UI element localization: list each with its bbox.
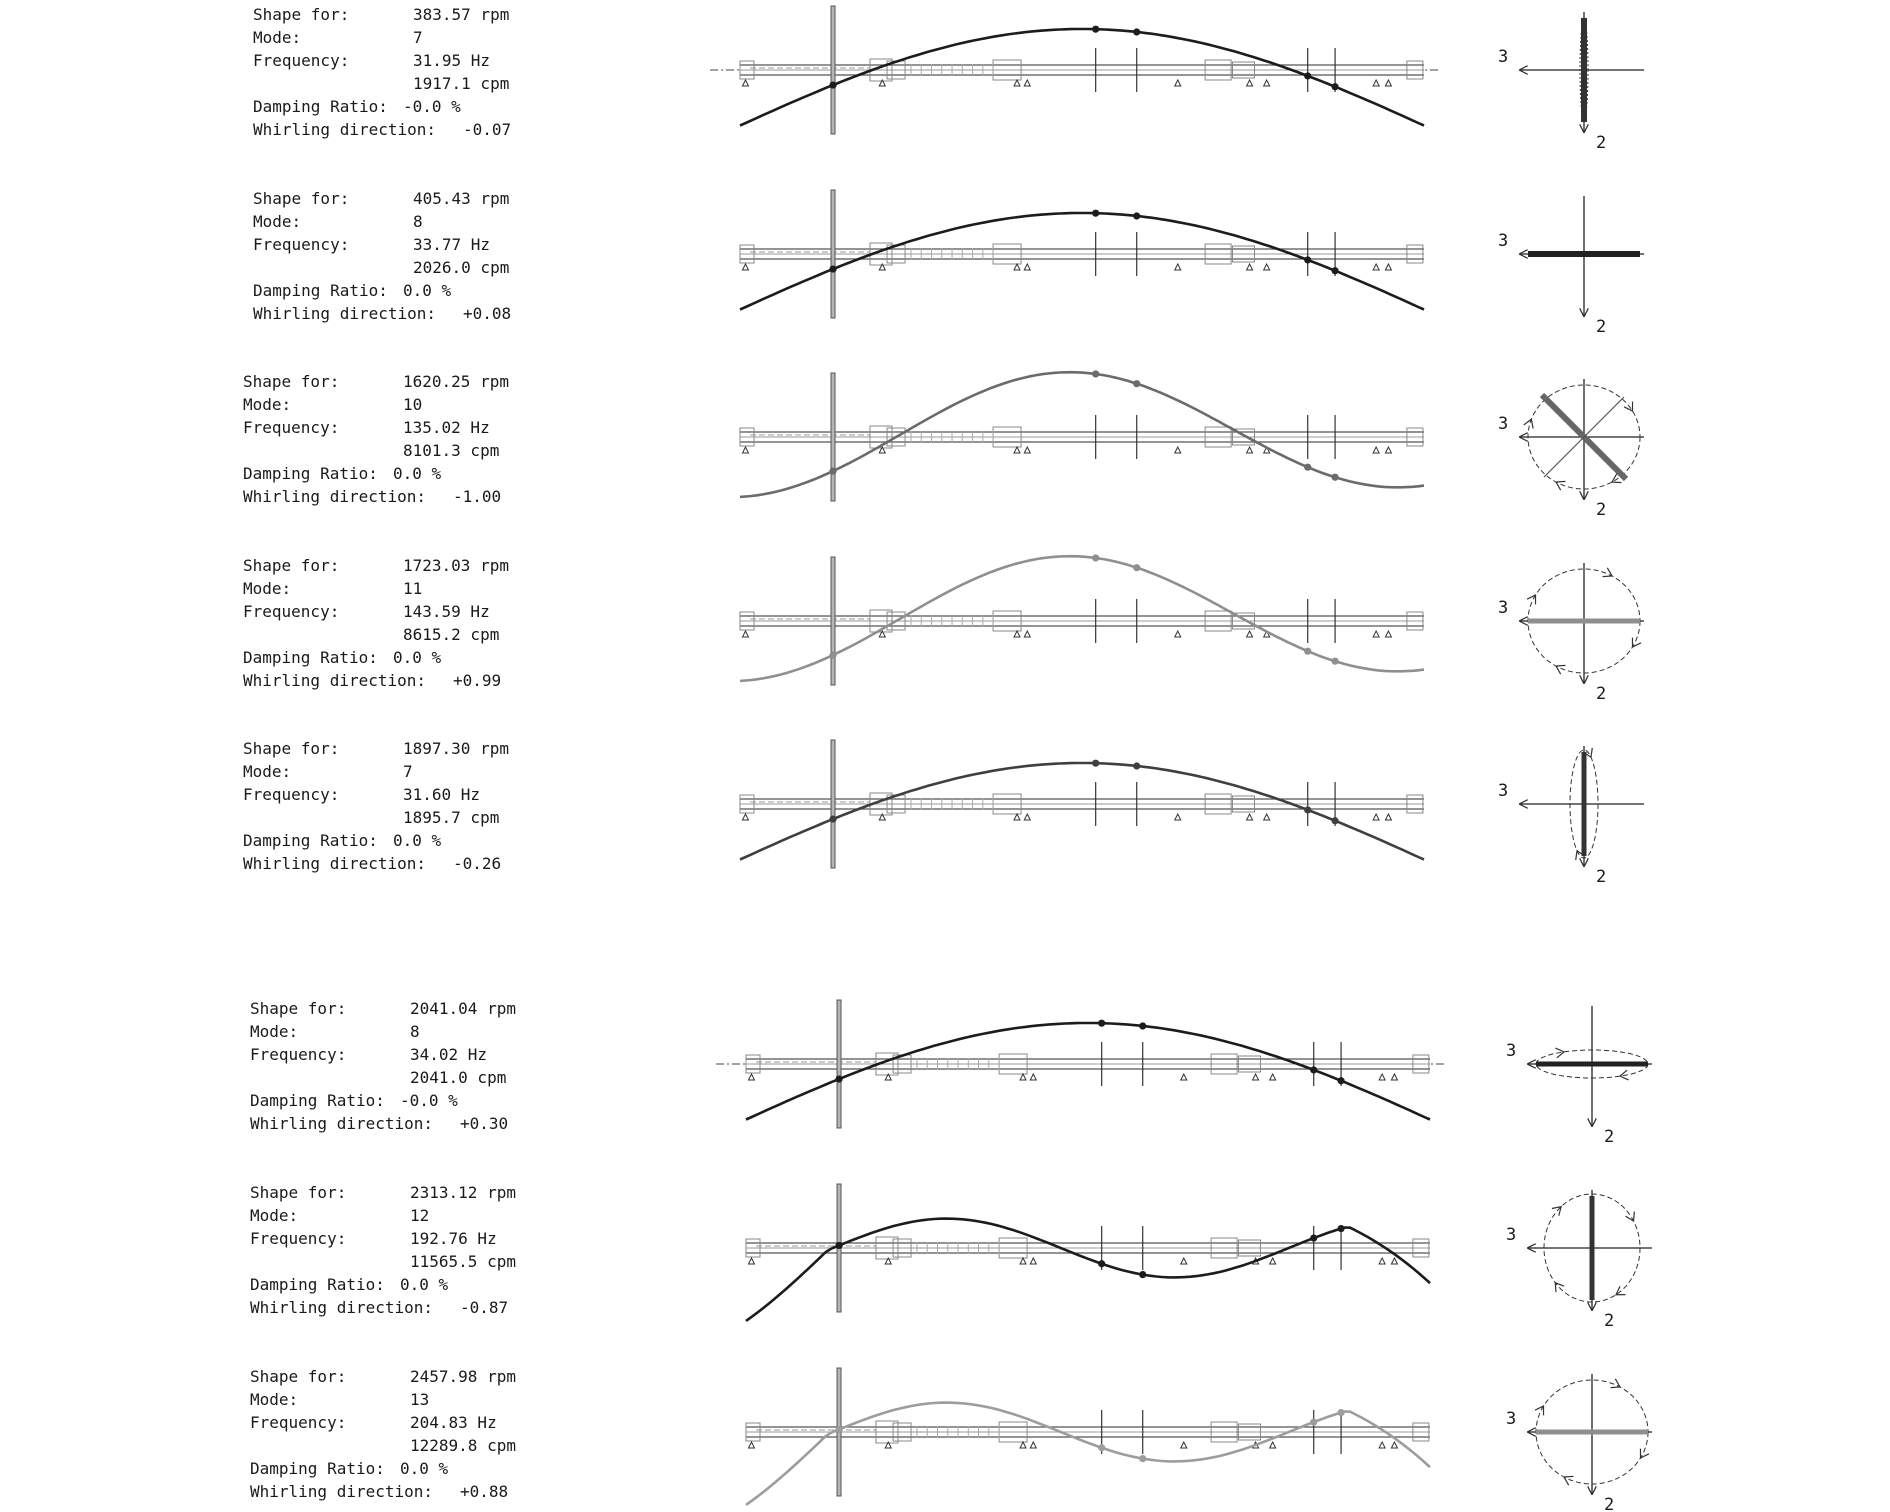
station-dot [1092, 760, 1099, 767]
mode-row [243, 739, 1644, 887]
station-dot [1098, 1260, 1105, 1267]
frequency-hz-value: 34.02 Hz [410, 1045, 488, 1064]
whirling-direction-label: Whirling direction: [253, 120, 437, 139]
orbit-axis-label-3: 3 [1506, 1225, 1517, 1245]
damping-ratio-label: Damping Ratio: [243, 831, 378, 850]
mode-row [250, 1367, 1652, 1512]
frequency-cpm-value: 8615.2 cpm [403, 625, 500, 644]
bearing-marker [1391, 1258, 1397, 1264]
mode-number-value: 8 [413, 212, 423, 231]
bearing-marker [1264, 814, 1270, 820]
damping-ratio-value: 0.0 % [393, 831, 442, 850]
frequency-cpm-value: 8101.3 cpm [403, 441, 500, 460]
whirling-direction-value: -1.00 [453, 487, 502, 506]
shape-for-label: Shape for: [243, 739, 340, 758]
frequency-hz-value: 33.77 Hz [413, 235, 491, 254]
mode-row [253, 189, 1644, 337]
station-dot [1139, 1022, 1146, 1029]
frequency-label: Frequency: [243, 602, 340, 621]
bearing-marker [1385, 631, 1391, 637]
bearing-marker [1175, 447, 1181, 453]
damping-ratio-value: 0.0 % [403, 281, 452, 300]
whirling-direction-label: Whirling direction: [250, 1114, 434, 1133]
shape-for-label: Shape for: [253, 189, 350, 208]
bearing-marker [1373, 447, 1379, 453]
orbit-axis-label-3: 3 [1498, 231, 1509, 251]
mode-shape-curve [746, 1023, 1430, 1120]
mode-label: Mode: [250, 1390, 299, 1409]
bearing-marker [1391, 1074, 1397, 1080]
orbit-axis-label-2: 2 [1596, 133, 1607, 153]
rotor-model [746, 1184, 1430, 1321]
shape-for-label: Shape for: [250, 1183, 347, 1202]
whirling-direction-label: Whirling direction: [243, 487, 427, 506]
whirling-direction-value: -0.07 [463, 120, 512, 139]
station-dot [1331, 817, 1338, 824]
whirling-direction-value: +0.88 [460, 1482, 509, 1501]
station-dot [1098, 1444, 1105, 1451]
orbit-plot [1506, 1190, 1652, 1331]
station-dot [1304, 648, 1311, 655]
disk [831, 557, 835, 685]
bearing-marker [1247, 80, 1253, 86]
mode-label: Mode: [253, 28, 302, 47]
orbit-axis-label-3: 3 [1506, 1409, 1517, 1429]
damping-ratio-value: -0.0 % [403, 97, 461, 116]
frequency-cpm-value: 1895.7 cpm [403, 808, 500, 827]
orbit-axis-label-3: 3 [1498, 598, 1509, 618]
mode-label: Mode: [250, 1206, 299, 1225]
station-dot [829, 651, 836, 658]
orbit-axis-label-2: 2 [1596, 684, 1607, 704]
station-dot [1133, 28, 1140, 35]
damping-ratio-label: Damping Ratio: [253, 97, 388, 116]
mode-label: Mode: [253, 212, 302, 231]
mode-info [243, 739, 509, 873]
station-dot [1310, 1066, 1317, 1073]
bearing-marker [742, 264, 748, 270]
bearing-marker [1379, 1442, 1385, 1448]
rotor-model [740, 190, 1424, 318]
shape-rpm-value: 383.57 rpm [413, 5, 510, 24]
mode-row [243, 554, 1644, 704]
bearing-marker [1270, 1258, 1276, 1264]
rotor-model [746, 1368, 1430, 1505]
bearing-marker [1181, 1442, 1187, 1448]
frequency-cpm-value: 2026.0 cpm [413, 258, 510, 277]
station-dot [1304, 806, 1311, 813]
station-dot [1098, 1020, 1105, 1027]
damping-ratio-label: Damping Ratio: [243, 464, 378, 483]
bearing-marker [1024, 631, 1030, 637]
frequency-cpm-value: 2041.0 cpm [410, 1068, 507, 1087]
damping-ratio-label: Damping Ratio: [250, 1459, 385, 1478]
shape-for-label: Shape for: [253, 5, 350, 24]
orbit-axis-label-2: 2 [1596, 500, 1607, 520]
mode-info [250, 1367, 516, 1501]
whirling-direction-label: Whirling direction: [243, 854, 427, 873]
mode-shape-curve [740, 763, 1424, 860]
bearing-marker [1030, 1074, 1036, 1080]
bearing-marker [748, 1442, 754, 1448]
station-dot [829, 815, 836, 822]
station-dot [835, 1426, 842, 1433]
station-dot [1331, 474, 1338, 481]
whirling-direction-value: +0.99 [453, 671, 502, 690]
frequency-hz-value: 135.02 Hz [403, 418, 490, 437]
bearing-marker [1385, 814, 1391, 820]
damping-ratio-value: -0.0 % [400, 1091, 458, 1110]
mode-info [243, 372, 509, 506]
mode-info [250, 999, 516, 1133]
disk [831, 6, 835, 134]
station-dot [1331, 267, 1338, 274]
frequency-label: Frequency: [250, 1413, 347, 1432]
bearing-marker [1181, 1074, 1187, 1080]
bearing-marker [1024, 814, 1030, 820]
station-dot [1133, 212, 1140, 219]
orbit-arrow [1624, 402, 1632, 411]
bearing-marker [1373, 264, 1379, 270]
bearing-marker [1264, 264, 1270, 270]
bearing-marker [1385, 447, 1391, 453]
rotor-model [740, 554, 1424, 685]
shape-for-label: Shape for: [243, 372, 340, 391]
mode-shape-curve [746, 1219, 1430, 1321]
frequency-cpm-value: 11565.5 cpm [410, 1252, 516, 1271]
mode-info [250, 1183, 516, 1317]
whirling-direction-value: -0.26 [453, 854, 502, 873]
rotor-model [716, 1000, 1446, 1128]
station-dot [829, 81, 836, 88]
mode-shape-curve [740, 29, 1424, 126]
orbit-plot [1498, 196, 1644, 337]
whirling-direction-value: +0.08 [463, 304, 512, 323]
damping-ratio-label: Damping Ratio: [250, 1275, 385, 1294]
bearing-marker [1379, 1074, 1385, 1080]
bearing-marker [1175, 264, 1181, 270]
bearing-marker [1247, 631, 1253, 637]
bearing-marker [1181, 1258, 1187, 1264]
orbit-plot [1506, 1006, 1652, 1147]
orbit-axis-label-3: 3 [1498, 414, 1509, 434]
mode-number-value: 12 [410, 1206, 430, 1225]
shape-rpm-value: 2313.12 rpm [410, 1183, 516, 1202]
station-dot [1092, 554, 1099, 561]
disk [831, 373, 835, 501]
damping-ratio-value: 0.0 % [393, 648, 442, 667]
station-dot [1092, 370, 1099, 377]
orbit-plot [1506, 1374, 1652, 1512]
damping-ratio-label: Damping Ratio: [250, 1091, 385, 1110]
orbit-axis-label-3: 3 [1498, 781, 1509, 801]
station-dot [1310, 1418, 1317, 1425]
station-dot [1139, 1455, 1146, 1462]
mode-label: Mode: [243, 762, 292, 781]
orbit-plot [1498, 12, 1644, 153]
frequency-hz-value: 31.95 Hz [413, 51, 491, 70]
station-dot [1337, 1225, 1344, 1232]
whirling-direction-label: Whirling direction: [243, 671, 427, 690]
frequency-hz-value: 192.76 Hz [410, 1229, 497, 1248]
mode-row [250, 1183, 1652, 1331]
station-dot [1337, 1077, 1344, 1084]
bearing-marker [1175, 814, 1181, 820]
disk [831, 190, 835, 318]
orbit-plot [1498, 746, 1644, 887]
mode-number-value: 7 [413, 28, 423, 47]
shape-rpm-value: 405.43 rpm [413, 189, 510, 208]
orbit-axis-label-3: 3 [1506, 1041, 1517, 1061]
mode-number-value: 10 [403, 395, 423, 414]
shape-rpm-value: 2041.04 rpm [410, 999, 516, 1018]
mode-number-value: 7 [403, 762, 413, 781]
station-dot [1133, 762, 1140, 769]
bearing-marker [1014, 264, 1020, 270]
frequency-label: Frequency: [243, 785, 340, 804]
frequency-label: Frequency: [250, 1229, 347, 1248]
bearing-marker [742, 631, 748, 637]
frequency-label: Frequency: [243, 418, 340, 437]
bearing-marker [1175, 631, 1181, 637]
mode-number-value: 13 [410, 1390, 430, 1409]
frequency-label: Frequency: [253, 51, 350, 70]
shape-rpm-value: 1897.30 rpm [403, 739, 509, 758]
station-dot [829, 265, 836, 272]
station-dot [1304, 256, 1311, 263]
mode-row [253, 5, 1644, 153]
bearing-marker [1014, 80, 1020, 86]
station-dot [1092, 210, 1099, 217]
whirling-direction-label: Whirling direction: [250, 1482, 434, 1501]
mode-label: Mode: [250, 1022, 299, 1041]
mode-number-value: 11 [403, 579, 423, 598]
bearing-marker [1373, 631, 1379, 637]
station-dot [1133, 564, 1140, 571]
bearing-marker [1270, 1442, 1276, 1448]
frequency-cpm-value: 1917.1 cpm [413, 74, 510, 93]
bearing-marker [1014, 814, 1020, 820]
bearing-marker [742, 80, 748, 86]
whirling-direction-label: Whirling direction: [250, 1298, 434, 1317]
orbit-axis-label-2: 2 [1604, 1311, 1615, 1331]
bearing-marker [1175, 80, 1181, 86]
station-dot [1337, 1409, 1344, 1416]
bearing-marker [1264, 80, 1270, 86]
mode-label: Mode: [243, 395, 292, 414]
bearing-marker [1247, 264, 1253, 270]
rotor-model [740, 370, 1424, 501]
station-dot [835, 1242, 842, 1249]
frequency-label: Frequency: [250, 1045, 347, 1064]
frequency-hz-value: 143.59 Hz [403, 602, 490, 621]
disk [837, 1000, 841, 1128]
bearing-marker [1024, 447, 1030, 453]
mode-shape-curve [746, 1403, 1430, 1505]
damping-ratio-label: Damping Ratio: [253, 281, 388, 300]
shape-rpm-value: 1620.25 rpm [403, 372, 509, 391]
shape-for-label: Shape for: [250, 999, 347, 1018]
bearing-marker [1024, 80, 1030, 86]
mode-shape-curve [740, 213, 1424, 310]
mode-row [250, 999, 1652, 1147]
whirling-direction-value: +0.30 [460, 1114, 509, 1133]
mode-number-value: 8 [410, 1022, 420, 1041]
disk [831, 740, 835, 868]
station-dot [1331, 658, 1338, 665]
station-dot [829, 467, 836, 474]
orbit-axis-label-2: 2 [1604, 1495, 1615, 1512]
bearing-marker [748, 1258, 754, 1264]
station-dot [1310, 1234, 1317, 1241]
bearing-marker [1391, 1442, 1397, 1448]
orbit-axis-label-3: 3 [1498, 47, 1509, 67]
mode-info [253, 189, 511, 323]
bearing-marker [1385, 264, 1391, 270]
mode-row [243, 370, 1644, 520]
bearing-marker [1379, 1258, 1385, 1264]
bearing-marker [1030, 1258, 1036, 1264]
bearing-marker [1014, 447, 1020, 453]
orbit-plot [1498, 379, 1644, 520]
bearing-marker [1270, 1074, 1276, 1080]
whirling-direction-value: -0.87 [460, 1298, 509, 1317]
station-dot [1304, 72, 1311, 79]
bearing-marker [742, 447, 748, 453]
station-dot [1331, 83, 1338, 90]
bearing-marker [1024, 264, 1030, 270]
orbit-arrow [1524, 419, 1533, 428]
frequency-hz-value: 204.83 Hz [410, 1413, 497, 1432]
bearing-marker [1020, 1258, 1026, 1264]
bearing-marker [1014, 631, 1020, 637]
rotor-model [710, 6, 1440, 134]
bearing-marker [1253, 1074, 1259, 1080]
shape-for-label: Shape for: [243, 556, 340, 575]
bearing-marker [1373, 814, 1379, 820]
bearing-marker [1020, 1442, 1026, 1448]
bearing-marker [1385, 80, 1391, 86]
orbit-axis-label-2: 2 [1604, 1127, 1615, 1147]
mode-info [253, 5, 511, 139]
damping-ratio-value: 0.0 % [393, 464, 442, 483]
bearing-marker [1030, 1442, 1036, 1448]
shape-rpm-value: 2457.98 rpm [410, 1367, 516, 1386]
shape-rpm-value: 1723.03 rpm [403, 556, 509, 575]
orbit-axis-label-2: 2 [1596, 867, 1607, 887]
station-dot [1092, 26, 1099, 33]
rotor-model [740, 740, 1424, 868]
bearing-marker [1020, 1074, 1026, 1080]
station-dot [1133, 380, 1140, 387]
damping-ratio-value: 0.0 % [400, 1275, 449, 1294]
orbit-plot [1498, 563, 1644, 704]
frequency-hz-value: 31.60 Hz [403, 785, 481, 804]
station-dot [835, 1075, 842, 1082]
shape-for-label: Shape for: [250, 1367, 347, 1386]
mode-info [243, 556, 509, 690]
mode-label: Mode: [243, 579, 292, 598]
bearing-marker [1373, 80, 1379, 86]
frequency-cpm-value: 12289.8 cpm [410, 1436, 516, 1455]
damping-ratio-value: 0.0 % [400, 1459, 449, 1478]
bearing-marker [748, 1074, 754, 1080]
damping-ratio-label: Damping Ratio: [243, 648, 378, 667]
whirling-direction-label: Whirling direction: [253, 304, 437, 323]
bearing-marker [742, 814, 748, 820]
orbit-axis-label-2: 2 [1596, 317, 1607, 337]
station-dot [1304, 464, 1311, 471]
bearing-marker [1247, 447, 1253, 453]
station-dot [1139, 1271, 1146, 1278]
frequency-label: Frequency: [253, 235, 350, 254]
bearing-marker [1247, 814, 1253, 820]
